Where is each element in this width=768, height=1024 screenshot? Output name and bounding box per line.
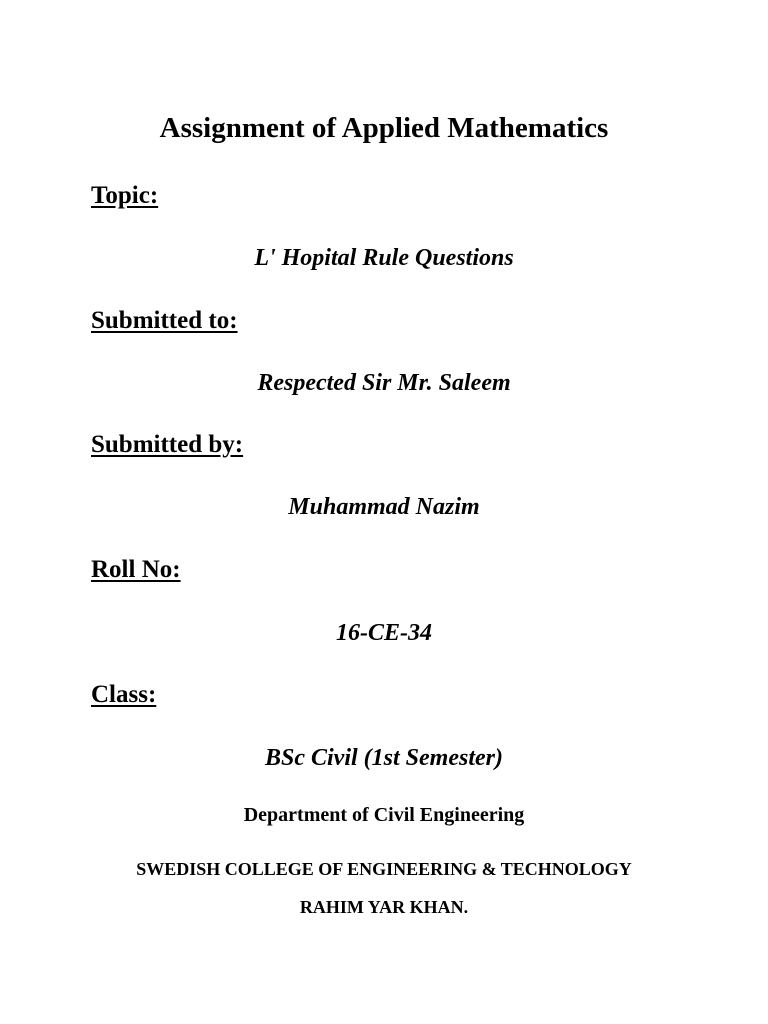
class-value: BSc Civil (1st Semester) — [265, 745, 503, 771]
college-city: RAHIM YAR KHAN. — [299, 897, 469, 917]
submitted-by-label: Submitted by: — [91, 431, 244, 458]
college-name: SWEDISH COLLEGE OF ENGINEERING & TECHNOLOGY — [136, 859, 632, 879]
document-title: Assignment of Applied Mathematics — [159, 112, 609, 144]
submitted-by-value: Muhammad Nazim — [288, 494, 480, 520]
class-label: Class: — [91, 681, 157, 708]
submitted-to-value: Respected Sir Mr. Saleem — [257, 370, 511, 396]
department-name: Department of Civil Engineering — [243, 804, 525, 826]
topic-label: Topic: — [91, 182, 159, 209]
roll-no-label: Roll No: — [91, 556, 181, 583]
topic-value: L' Hopital Rule Questions — [254, 245, 514, 271]
roll-no-value: 16-CE-34 — [336, 620, 432, 646]
submitted-to-label: Submitted to: — [91, 307, 238, 334]
